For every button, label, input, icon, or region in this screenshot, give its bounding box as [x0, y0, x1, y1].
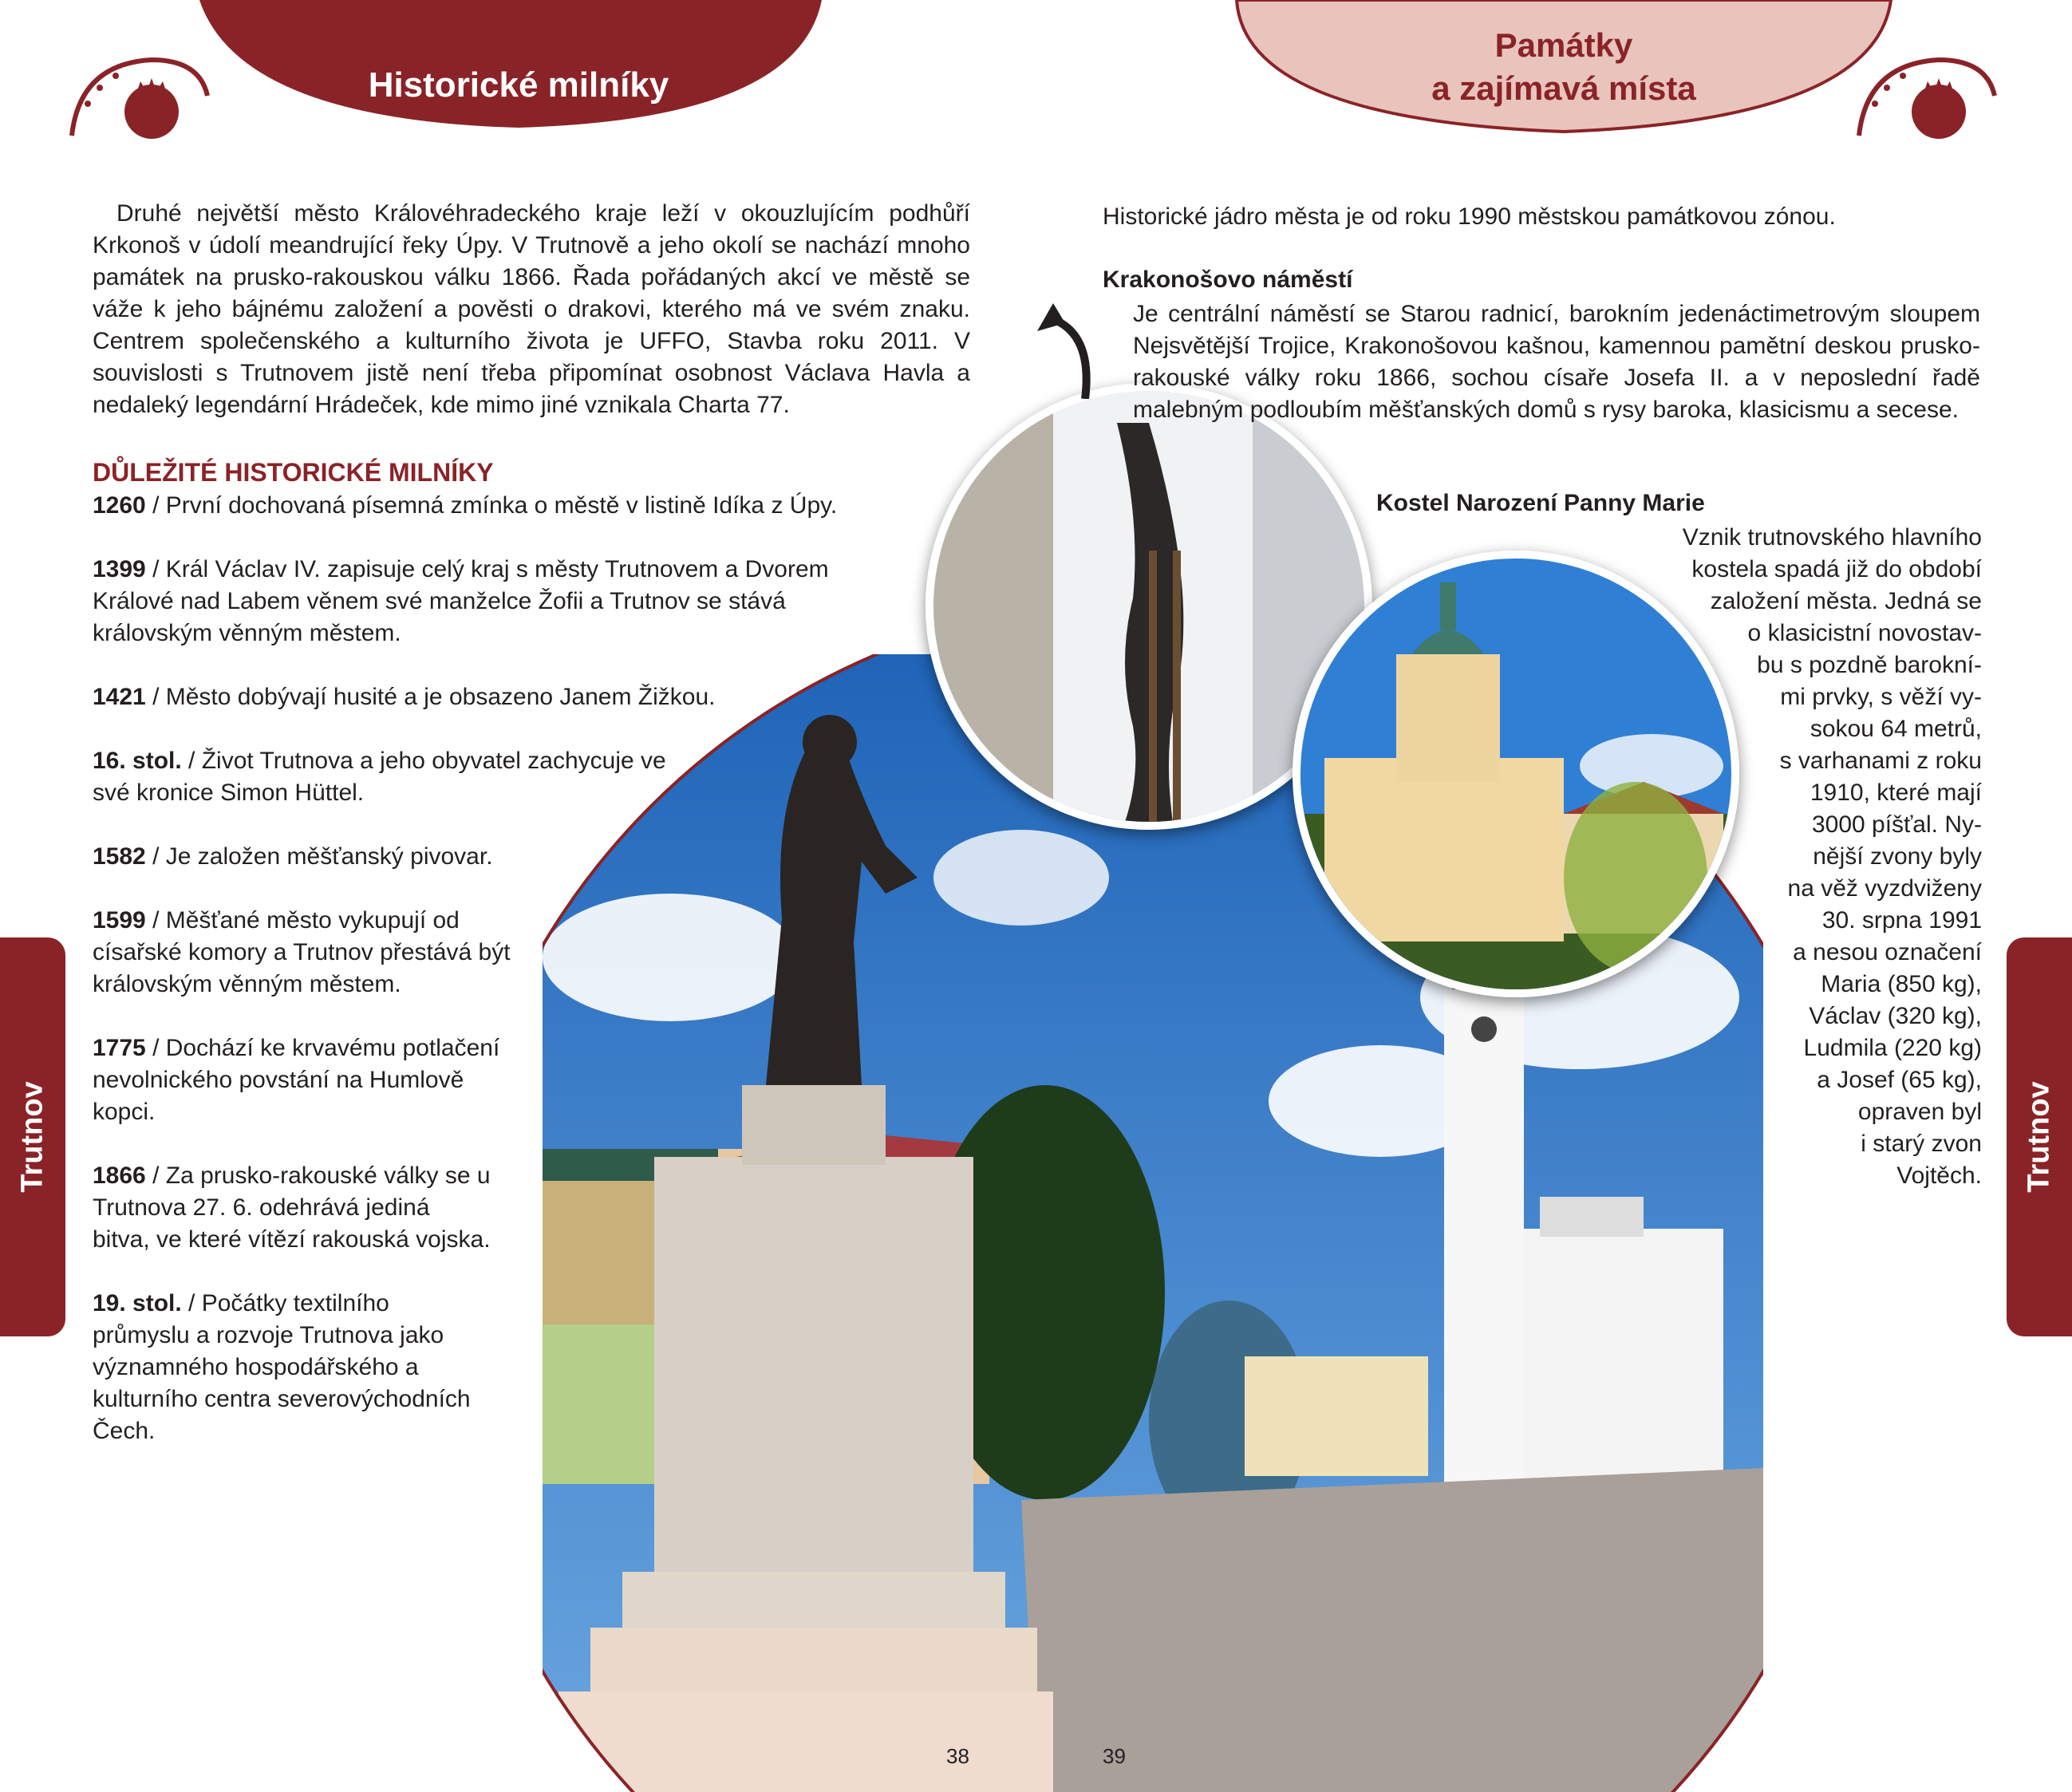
crown-emblem-icon — [64, 48, 215, 152]
milestone-text: / Za prusko-rakouské války se u Trutnova 27. 6. odehrává jediná bitva, ve které vítězí rakouská vojska. — [93, 1162, 491, 1253]
church-text-line: Maria (850 kg), — [1821, 971, 1982, 997]
church-text-line: o klasicistní novostav- — [1747, 620, 1982, 646]
church-text-line: 3000 píšťal. Ny- — [1811, 811, 1982, 838]
milestone-text: / Je založen měšťanský pivovar. — [145, 843, 493, 870]
milestone-year: 1399 — [93, 556, 146, 582]
milestone-text: / Město dobývají husité a je obsazeno Janem Žižkou. — [145, 684, 716, 710]
church-text-line: bu s pozdně barokní- — [1757, 652, 1982, 678]
church-text-line: i starý zvon — [1861, 1131, 1982, 1157]
church-text-line: sokou 64 metrů, — [1810, 716, 1982, 742]
left-header-title: Historické milníky — [368, 65, 669, 105]
church-text-line: mi prvky, s věží vy- — [1780, 684, 1982, 710]
church-text-line: a nesou označení — [1793, 939, 1982, 965]
crown-emblem-icon-right — [1851, 48, 2003, 152]
milestone-text: / Měšťané město vykupují od císařské komory a Trutnov přestává být královským věnným městem. — [93, 907, 511, 997]
church-text-line: Vojtěch. — [1896, 1162, 1982, 1189]
church-text-line: s varhanami z roku — [1779, 748, 1982, 774]
right-side-tab — [2007, 937, 2072, 1336]
milestone-item — [93, 745, 667, 809]
section-heading-krakonos: Krakonošovo náměstí — [1103, 266, 1353, 293]
milestone-year: 1599 — [93, 907, 146, 933]
page-number-right: 39 — [1103, 1744, 1126, 1768]
milestone-item — [93, 1288, 483, 1447]
milestone-year: 19. stol. — [93, 1290, 182, 1316]
left-side-tab-label: Trutnov — [15, 1081, 49, 1193]
milestone-text: / Král Václav IV. zapisuje celý kraj s městy Trutnovem a Dvorem Králové nad Labem věnem své manželce Žofii a Trutnov se stává královským věnným městem. — [93, 556, 829, 646]
left-intro-paragraph: Druhé největší město Královéhradeckého kraje leží v okouzlujícím podhůří Krkonoš v údolí meandrující řeky Úpy. V Trutnově a jeho okolí se nachází mnoho památek na prusko-rakouskou válku 1866. Řada pořádaných akcí ve městě se váže k jeho bájnému založení a pověsti o drakovi, kterého má ve svém znaku. Centrem společenského a kulturního života je UFFO, Stavba roku 2011. V souvislosti s Trutnovem jistě není třeba připomínat osobnost Václava Havla a nedaleký legendární Hrádeček, kde mimo jiné vznikala Charta 77. — [93, 200, 970, 418]
milestone-text: / Život Trutnova a jeho obyvatel zachycuje ve své kronice Simon Hüttel. — [93, 748, 666, 806]
page-number-left: 38 — [946, 1744, 969, 1768]
left-side-tab — [0, 937, 65, 1336]
milestone-year: 1260 — [93, 492, 146, 519]
church-text-line: 30. srpna 1991 — [1821, 907, 1982, 933]
dragon-tail-arrow-icon — [1037, 303, 1117, 399]
right-intro: Historické jádro města je od roku 1990 městskou památkovou zónou. — [1103, 203, 1836, 230]
church-text-line: na věž vyzdviženy — [1787, 875, 1982, 902]
right-header-title-line2: a zajímavá místa — [1431, 69, 1696, 107]
milestones-heading: DŮLEŽITÉ HISTORICKÉ MILNÍKY — [93, 458, 494, 487]
milestone-item — [93, 1160, 491, 1256]
milestone-text: / Počátky textilního průmyslu a rozvoje Trutnova jako významného hospodářského a kulturního centra severovýchodních Čech. — [93, 1290, 471, 1444]
milestone-text: / Dochází ke krvavému potlačení nevolnického povstání na Humlově kopci. — [93, 1035, 500, 1125]
milestone-item — [93, 681, 811, 713]
right-side-tab-label: Trutnov — [2022, 1081, 2056, 1193]
milestone-year: 16. stol. — [93, 748, 182, 774]
milestone-year: 1582 — [93, 843, 146, 870]
church-text-line: Vznik trutnovského hlavního — [1682, 524, 1982, 551]
church-text-line: Václav (320 kg), — [1809, 1003, 1982, 1029]
milestone-item — [93, 554, 851, 649]
church-text-line: a Josef (65 kg), — [1817, 1067, 1982, 1093]
milestone-year: 1775 — [93, 1035, 146, 1061]
section-heading-church: Kostel Narození Panny Marie — [1376, 490, 1705, 516]
milestone-item — [93, 841, 635, 873]
church-text-line: 1910, které mají — [1810, 780, 1982, 806]
section-text-krakonos: Je centrální náměstí se Starou radnicí, barokním jedenáctimetrovým sloupem Nejsvětější Trojice, Krakonošovou kašnou, kamennou pamětní deskou prusko-rakouské války roku 1866, sochou císaře Josefa II. a v neposlední řadě malebným podloubím měšťanských domů s rysy baroka, klasicismu a secese. — [1133, 301, 1980, 423]
church-text-line: nější zvony byly — [1813, 843, 1982, 870]
milestones-list — [93, 490, 906, 1479]
church-text-line: opraven byl — [1857, 1099, 1982, 1125]
church-text-block — [1675, 522, 1982, 1192]
milestone-item — [93, 1032, 507, 1128]
milestone-item — [93, 490, 906, 522]
right-header-title-line1: Památky — [1494, 26, 1633, 64]
milestone-item — [93, 905, 547, 1001]
church-text-line: Ludmila (220 kg) — [1803, 1035, 1982, 1061]
church-text-line: kostela spadá již do období — [1691, 556, 1982, 582]
church-photo — [1293, 551, 1739, 997]
milestone-year: 1866 — [93, 1162, 146, 1189]
milestone-year: 1421 — [93, 684, 146, 710]
right-header-title — [1356, 24, 1771, 110]
milestone-text: / První dochovaná písemná zmínka o městě v listině Idíka z Úpy. — [145, 492, 838, 519]
church-text-line: založení města. Jedná se — [1710, 588, 1982, 614]
